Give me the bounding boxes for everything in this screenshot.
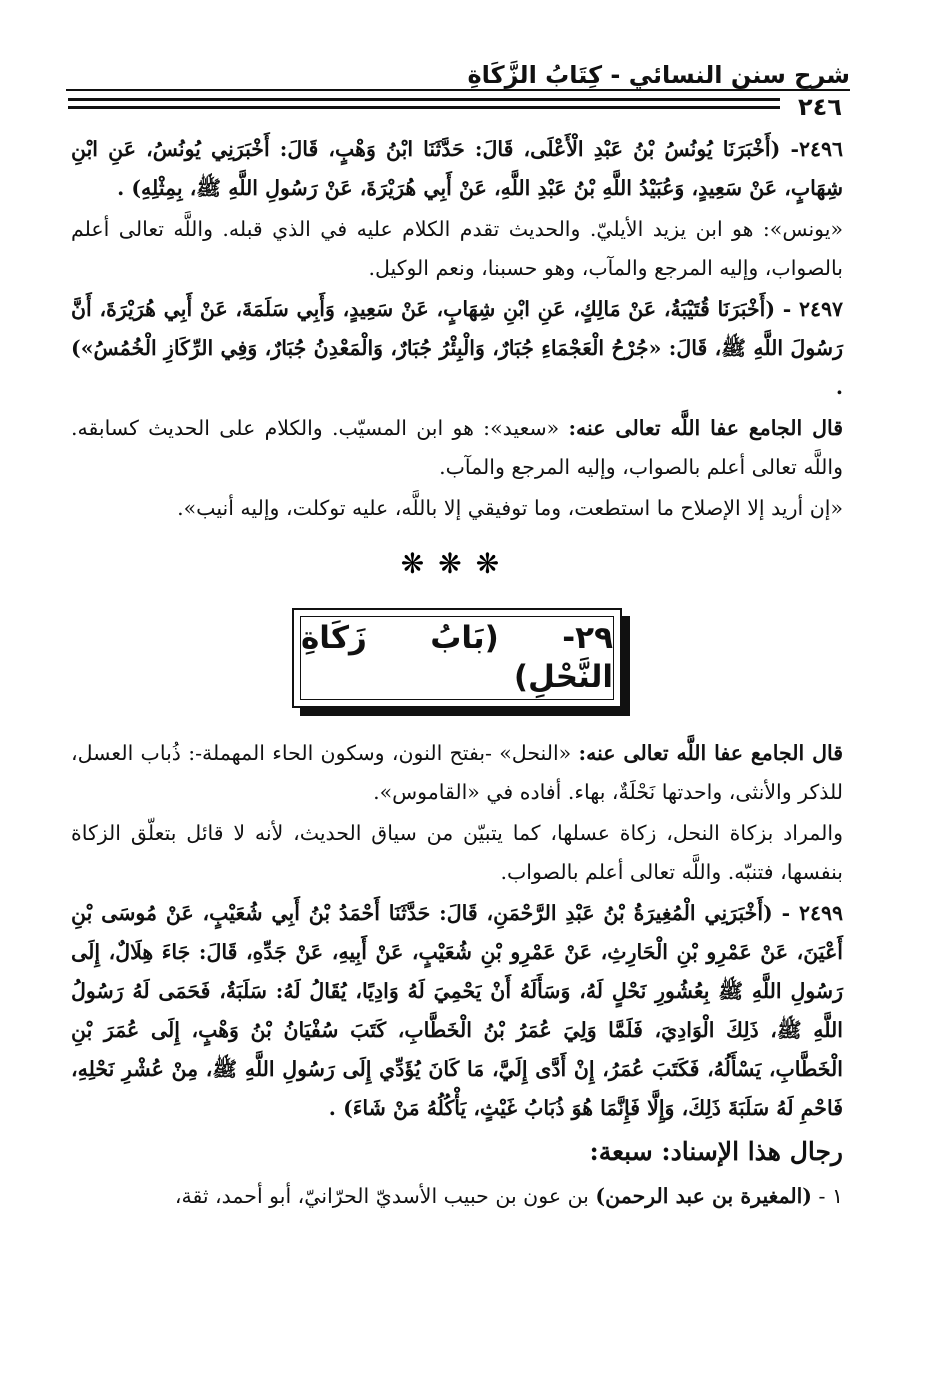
commentary-text: «النحل» -بفتح النون، وسكون الحاء المهملة-: ذُباب العسل، للذكر والأنثى، واحدتها نَحْلَةٌ، بهاء. أفاده في «القاموس».: [71, 741, 843, 804]
commentary-nahl-meaning: والمراد بزكاة النحل، زكاة عسلها، كما يتبيّن من سياق الحديث، لأنه لا قائل بتعلّق الزكاة بنفسها، فتنبّه. واللَّه تعالى أعلم بالصواب.: [71, 821, 843, 884]
page-number-rule-upper: [68, 98, 780, 101]
hadith-2499: ٢٤٩٩ - (أَخْبَرَنِي الْمُغِيرَةُ بْنُ عَبْدِ الرَّحْمَنِ، قَالَ: حَدَّثَنَا أَحْمَدُ بْنُ أَبِي شُعَيْبٍ، عَنْ مُوسَى بْنِ أَعْيَنَ، عَنْ عَمْرِو بْنِ الْحَارِثِ، عَنْ عَمْرِو بْنِ شُعَيْبٍ، عَنْ أَبِيهِ، عَنْ جَدِّهِ، قَالَ: جَاءَ هِلَالٌ، إِلَى رَسُولِ اللَّهِ ﷺ بِعُشُورِ نَحْلٍ لَهُ، وَسَأَلَهُ أَنْ يَحْمِيَ لَهُ وَادِيًا، يُقَالُ لَهُ: سَلَبَةُ، فَحَمَى لَهُ رَسُولُ اللَّهِ ﷺ، ذَلِكَ الْوَادِيَ، فَلَمَّا وَلِيَ عُمَرُ بْنُ الْخَطَّابِ، كَتَبَ سُفْيَانُ بْنُ وَهْبٍ، إِلَى عُمَرَ بْنِ الْخَطَّابِ، يَسْأَلُهُ، فَكَتَبَ عُمَرُ، إِنْ أَدَّى إِلَيَّ، مَا كَانَ يُؤَدِّي إِلَى رَسُولِ اللَّهِ ﷺ، مِنْ عُشْرِ نَحْلِهِ، فَاحْمِ لَهُ سَلَبَةَ ذَلِكَ، وَإِلَّا فَإِنَّمَا هُوَ ذُبَابُ غَيْثٍ، يَأْكُلُهُ مَنْ شَاءَ) .: [71, 901, 843, 1120]
narrator-description: بن عون بن حبيب الأسديّ الحرّانيّ، أبو أحمد، ثقة،: [174, 1184, 596, 1208]
hadith-2497: ٢٤٩٧ - (أَخْبَرَنَا قُتَيْبَةُ، عَنْ مَالِكٍ، عَنِ ابْنِ شِهَابٍ، عَنْ سَعِيدٍ، وَأَبِي سَلَمَةَ، عَنْ أَبِي هُرَيْرَةَ، أَنَّ رَسُولَ اللَّهِ ﷺ، قَالَ: «جُرْحُ الْعَجْمَاءِ جُبَارٌ، وَالْبِئْرُ جُبَارٌ، وَالْمَعْدِنُ جُبَارٌ، وَفِي الرِّكَازِ الْخُمُسُ») .: [71, 297, 843, 399]
narrator-name: (المغيرة بن عبد الرحمن): [595, 1184, 813, 1208]
header-rule: [66, 89, 850, 91]
commentary-yunus: «يونس»: هو ابن يزيد الأيليّ. والحديث تقدم الكلام عليه في الذي قبله. واللَّه تعالى أعلم بالصواب، وإليه المرجع والمآب، وهو حسبنا، ونعم الوكيل.: [71, 217, 843, 280]
chapter-title: ٢٩- (بَابُ زَكَاةِ النَّحْلِ): [300, 616, 614, 700]
closing-supplication: «إن أريد إلا الإصلاح ما استطعت، وما توفيقي إلا باللَّه، عليه توكلت، وإليه أنيب».: [177, 496, 843, 520]
commentary-lead: قال الجامع عفا اللَّه تعالى عنه:: [578, 741, 844, 765]
commentary-nahl-definition: [71, 734, 843, 812]
hadith-2496: ٢٤٩٦- (أَخْبَرَنَا يُونُسُ بْنُ عَبْدِ الْأَعْلَى، قَالَ: حَدَّثَنَا ابْنُ وَهْبٍ، قَالَ: أَخْبَرَنِي يُونُسُ، عَنِ ابْنِ شِهَابٍ، عَنْ سَعِيدٍ، وَعُبَيْدُ اللَّهِ بْنُ عَبْدِ اللَّهِ، عَنْ أَبِي هُرَيْرَةَ، عَنْ رَسُولِ اللَّهِ ﷺ، بِمِثْلِهِ) .: [71, 137, 843, 200]
narrator-entry-1: [71, 1177, 843, 1216]
narrator-number: ١ -: [812, 1184, 843, 1208]
section-separator: ❋❋❋: [400, 547, 514, 580]
rijal-heading: رجال هذا الإسناد: سبعة:: [589, 1137, 843, 1166]
chapter-title-box: [292, 608, 622, 708]
commentary-text: «سعيد»: هو ابن المسيّب. والكلام على الحديث كسابقه. واللَّه تعالى أعلم بالصواب، وإليه المرجع والمآب.: [71, 416, 843, 479]
commentary-said: [71, 409, 843, 487]
page-number-rule-lower: [68, 106, 780, 109]
page-body: [71, 130, 843, 1218]
page-number: ٢٤٦: [798, 93, 842, 121]
running-header-title: شرح سنن النسائي - كِتَابُ الزَّكَاةِ: [467, 61, 850, 89]
commentary-lead: قال الجامع عفا اللَّه تعالى عنه:: [568, 416, 844, 440]
